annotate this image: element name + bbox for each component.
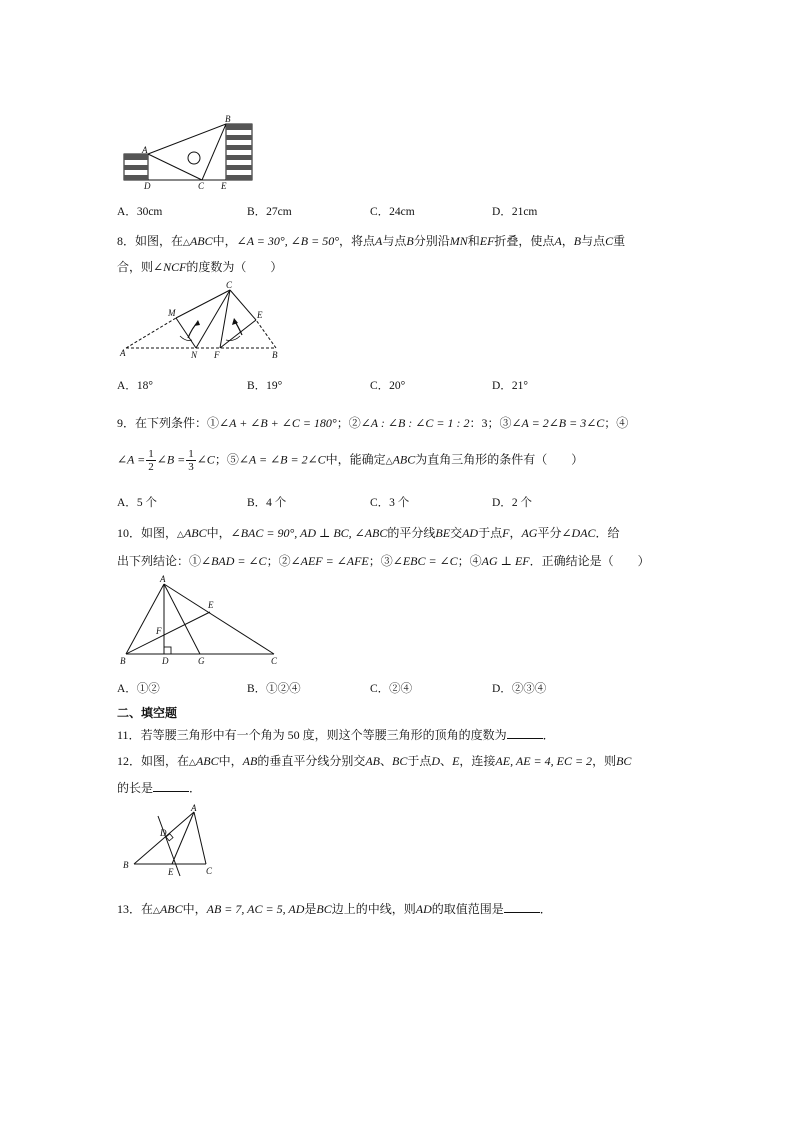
q12-tri-text: △ bbox=[189, 757, 196, 767]
q9-options-1-letter-text: B． bbox=[247, 497, 267, 509]
q8-line2-a-text: 合，则 bbox=[117, 260, 154, 274]
q12-D-text: D bbox=[431, 754, 441, 768]
q10-tri-text: △ bbox=[177, 529, 184, 539]
q10-option-c[interactable] bbox=[370, 680, 412, 696]
q10-options-1-letter-text: B． bbox=[247, 683, 267, 695]
q12-BC2-text: BC bbox=[616, 754, 632, 768]
q11-answer-blank[interactable] bbox=[507, 728, 543, 739]
q7-option-c[interactable] bbox=[370, 203, 415, 219]
q7-label-C: C bbox=[198, 181, 205, 191]
q10-options-0-letter-text: A． bbox=[117, 683, 137, 695]
q8-options-2-text-text: 20° bbox=[389, 380, 406, 392]
q9-c1-text: ∠A + ∠B + ∠C = 180° bbox=[219, 416, 337, 430]
q9-option-d[interactable] bbox=[492, 494, 532, 510]
fraction-one-half: $\frac{1}{2}$ bbox=[148, 448, 154, 473]
q7-label-B: B bbox=[225, 114, 231, 124]
q9-option-b[interactable] bbox=[247, 494, 286, 510]
q12-line1-c-text: 的垂直平分线分别交 bbox=[257, 754, 366, 768]
q8-options-1-text-text: 19° bbox=[266, 380, 283, 392]
q8-EF-text: EF bbox=[479, 234, 495, 248]
q7-options-0-text-text: 30cm bbox=[136, 206, 163, 218]
q11-text-text: 若等腰三角形中有一个角为 50 度，则这个等腰三角形的顶角的度数为 bbox=[140, 728, 507, 742]
q13-AD-text: AD bbox=[415, 902, 432, 916]
q8-chong-text: 重 bbox=[613, 234, 626, 248]
q10-s1-text: ；② bbox=[266, 554, 291, 568]
q9-options-0-letter-text: A． bbox=[117, 497, 137, 509]
q10-s2-text: ；③ bbox=[368, 554, 393, 568]
q10-label-D: D bbox=[162, 656, 169, 666]
q10-line2-b-text: ．正确结论是（ ） bbox=[529, 554, 650, 568]
q8-options-0-letter-text: A． bbox=[117, 380, 137, 392]
q8-pC-text: C bbox=[605, 234, 614, 248]
q10-r3-text: ∠EBC = ∠C bbox=[392, 554, 458, 568]
q10-F-text: F bbox=[502, 526, 510, 540]
q8-pA-text: A bbox=[375, 234, 383, 248]
q10-options-3-letter-text: D． bbox=[492, 683, 512, 695]
q12-line2-a-text: 的长是 bbox=[117, 781, 154, 795]
q8-angleNCF-text: ∠NCF bbox=[153, 260, 187, 274]
q8-label-B: B bbox=[272, 350, 278, 360]
q13-line-e-text: 的取值范围是 bbox=[431, 902, 504, 916]
q7-label-E: E bbox=[221, 181, 227, 191]
q10-zhong-text: 中， bbox=[206, 526, 231, 540]
q7-options-2-text-text: 24cm bbox=[389, 206, 415, 218]
q13-line-d-text: 边上的中线，则 bbox=[331, 902, 416, 916]
q9-c4-c-text: ∠C bbox=[196, 452, 215, 467]
q11-number-text: 11． bbox=[117, 728, 141, 742]
q9-c4-b-text: ∠B = bbox=[156, 452, 186, 467]
q10-line1-b-text: 的平分线 bbox=[387, 526, 436, 540]
q10-r2-text: ∠AEF = ∠AFE bbox=[290, 554, 369, 568]
q9-option-a[interactable] bbox=[117, 494, 157, 510]
q12-dun-text: 、 bbox=[380, 754, 393, 768]
q7-option-a[interactable] bbox=[117, 203, 162, 219]
q13-line-a-text: 在 bbox=[141, 902, 154, 916]
q9-options-1-text-text: 4 个 bbox=[266, 497, 287, 509]
q8-MN-text: MN bbox=[449, 234, 468, 248]
q12-number-text: 12． bbox=[117, 754, 142, 768]
q10-pingfen-text: 平分 bbox=[537, 526, 562, 540]
q7-options-1-letter-text: B． bbox=[247, 206, 267, 218]
q9-abc-text: ABC bbox=[392, 452, 416, 467]
q7-circle bbox=[188, 152, 200, 164]
q8-zhong-text: 中， bbox=[212, 234, 237, 248]
q8-angleA-text: ∠A = 30°, ∠B = 50° bbox=[236, 234, 339, 248]
q8-stem-line1 bbox=[117, 232, 625, 249]
q12-label-D: D bbox=[160, 828, 167, 838]
q8-yu-text: 与点 bbox=[382, 234, 407, 248]
q8-options-1-letter-text: B． bbox=[247, 380, 267, 392]
q8-option-a[interactable] bbox=[117, 377, 153, 393]
q10-line1-d-text: ．给 bbox=[595, 526, 620, 540]
q12-line1-e-text: ，连接 bbox=[459, 754, 496, 768]
q12-label-B: B bbox=[123, 860, 129, 870]
q10-options-3-text-text: ②③④ bbox=[511, 683, 547, 695]
q9-line2-b-text: 中，能确定 bbox=[325, 452, 386, 467]
q8-label-E: E bbox=[257, 310, 263, 320]
q12-label-A: A bbox=[191, 804, 197, 813]
q7-left-blocks bbox=[124, 154, 148, 180]
q8-pB-text: B bbox=[406, 234, 414, 248]
q12-BC-text: BC bbox=[392, 754, 408, 768]
q7-option-d[interactable] bbox=[492, 203, 537, 219]
q7-options-3-text-text: 21cm bbox=[511, 206, 538, 218]
q10-comma-text: ， bbox=[509, 526, 522, 540]
q8-label-A: A bbox=[120, 348, 126, 358]
q9-stem-line1 bbox=[117, 414, 628, 431]
q8-label-F: F bbox=[214, 350, 220, 360]
q7-right-blocks bbox=[226, 124, 252, 180]
q8-label-M: M bbox=[168, 308, 176, 318]
q9-line2-c-text: 为直角三角形的条件有（ ） bbox=[415, 452, 584, 467]
q8-comma-text: ， bbox=[561, 234, 574, 248]
q13-stem bbox=[117, 900, 552, 917]
q13-line-b-text: 中， bbox=[182, 902, 207, 916]
q8-abc-text: ABC bbox=[189, 234, 213, 248]
q7-figure bbox=[118, 112, 258, 194]
q10-r4-text: AG ⊥ EF bbox=[481, 554, 530, 568]
q10-option-a[interactable] bbox=[117, 680, 160, 696]
q8-stem-line2 bbox=[117, 258, 282, 275]
q7-options-2-letter-text: C． bbox=[370, 206, 390, 218]
q12-figure bbox=[118, 804, 228, 880]
q8-label-N: N bbox=[191, 350, 198, 360]
q12-E-text: E bbox=[452, 754, 460, 768]
q10-stem-line2 bbox=[117, 552, 650, 569]
q10-label-G: G bbox=[198, 656, 205, 666]
q13-line-c-text: 是 bbox=[304, 902, 317, 916]
q9-c5-text: ∠A = ∠B = 2∠C bbox=[238, 452, 326, 467]
q12-dun2-text: 、 bbox=[440, 754, 453, 768]
q10-s3-text: ；④ bbox=[457, 554, 482, 568]
q10-label-F: F bbox=[156, 626, 162, 636]
q10-line1-c-text: 于点 bbox=[478, 526, 503, 540]
q9-c2-text: ∠A : ∠B : ∠C = 1 : 2 bbox=[360, 416, 470, 430]
q9-number-text: 9． bbox=[117, 416, 136, 430]
q12-cond-text: AE, AE = 4, EC = 2 bbox=[495, 754, 593, 768]
q7-options-0-letter-text: A． bbox=[117, 206, 137, 218]
q8-pA2-text: A bbox=[554, 234, 562, 248]
q8-option-b[interactable] bbox=[247, 377, 282, 393]
q12-AB-text: AB bbox=[242, 754, 258, 768]
q12-line1-d-text: 于点 bbox=[407, 754, 432, 768]
q12-stem-line2 bbox=[117, 779, 201, 796]
fraction-one-third: $\frac{1}{3}$ bbox=[188, 448, 194, 473]
q9-s1-text: ；② bbox=[336, 416, 361, 430]
q7-label-A: A bbox=[142, 145, 148, 155]
q12-label-E: E bbox=[168, 867, 174, 877]
q12-line1-a-text: 如图，在 bbox=[141, 754, 190, 768]
q12-abc-text: ABC bbox=[195, 754, 219, 768]
q8-line2-b-text: 的度数为（ ） bbox=[186, 260, 283, 274]
q9-s3-text: ；④ bbox=[604, 416, 629, 430]
q8-option-c[interactable] bbox=[370, 377, 405, 393]
q10-label-C: C bbox=[271, 656, 278, 666]
q8-option-d[interactable] bbox=[492, 377, 528, 393]
q9-options-2-letter-text: C． bbox=[370, 497, 390, 509]
q9-c4-a-text: ∠A = bbox=[117, 452, 146, 467]
q10-label-A: A bbox=[160, 574, 166, 584]
q9-stem-line2 bbox=[117, 448, 583, 473]
q10-abc-text: ABC bbox=[183, 526, 207, 540]
q12-line1-b-text: 中， bbox=[218, 754, 243, 768]
q12-end-text: ． bbox=[189, 781, 202, 795]
q10-option-b[interactable] bbox=[247, 680, 301, 696]
q8-line1-c-text: 分别沿 bbox=[413, 234, 450, 248]
q11-end-text: ． bbox=[542, 728, 555, 742]
section-title-fill-in: 二、填空题 bbox=[117, 706, 178, 720]
q10-options-2-text-text: ②④ bbox=[389, 683, 413, 695]
q10-r1-text: ∠BAD = ∠C bbox=[201, 554, 267, 568]
q8-figure bbox=[118, 280, 288, 362]
q10-options-1-text-text: ①②④ bbox=[266, 683, 301, 695]
q12-answer-blank[interactable] bbox=[153, 781, 189, 792]
q8-yu2-text: 与点 bbox=[581, 234, 606, 248]
q10-options-2-letter-text: C． bbox=[370, 683, 390, 695]
q11-stem bbox=[117, 726, 555, 743]
q10-options-0-text-text: ①② bbox=[136, 683, 160, 695]
q10-label-E: E bbox=[208, 600, 214, 610]
q13-BC-text: BC bbox=[316, 902, 332, 916]
q10-label-B: B bbox=[120, 656, 126, 666]
q8-line1-b-text: ，将点 bbox=[339, 234, 376, 248]
q10-line2-a-text: 出下列结论：① bbox=[117, 554, 202, 568]
q8-line1-d-text: 折叠，使点 bbox=[494, 234, 555, 248]
q8-number-text: 8． bbox=[117, 234, 136, 248]
q12-line1-f-text: ，则 bbox=[592, 754, 617, 768]
q10-figure bbox=[118, 574, 286, 672]
q8-options-0-text-text: 18° bbox=[136, 380, 153, 392]
q9-option-c[interactable] bbox=[370, 494, 409, 510]
q7-options-3-letter-text: D． bbox=[492, 206, 512, 218]
q9-line1-a-text: 在下列条件：① bbox=[135, 416, 220, 430]
q12-label-C: C bbox=[206, 866, 213, 876]
q10-number-text: 10． bbox=[117, 526, 142, 540]
q10-BE-text: BE bbox=[435, 526, 451, 540]
q10-AG-text: AG bbox=[521, 526, 538, 540]
q12-stem-line1 bbox=[117, 752, 631, 769]
q10-jiao-text: 交 bbox=[450, 526, 463, 540]
q8-options-3-text-text: 21° bbox=[511, 380, 528, 392]
q10-stem-line1 bbox=[117, 524, 620, 541]
q9-tri-text: △ bbox=[385, 455, 393, 466]
q13-number-text: 13． bbox=[117, 902, 142, 916]
q8-line1-a-text: 如图，在 bbox=[135, 234, 184, 248]
q13-tri-text: △ bbox=[153, 905, 160, 915]
q8-label-C: C bbox=[226, 280, 233, 290]
q9-s4-text: ；⑤ bbox=[214, 452, 239, 467]
q13-answer-blank[interactable] bbox=[504, 902, 540, 913]
q9-options-3-text-text: 2 个 bbox=[511, 497, 532, 509]
q7-label-D: D bbox=[144, 181, 151, 191]
q13-abc-text: ABC bbox=[159, 902, 183, 916]
q8-options-2-letter-text: C． bbox=[370, 380, 390, 392]
q7-option-b[interactable] bbox=[247, 203, 292, 219]
q13-end-text: ． bbox=[539, 902, 552, 916]
q8-tri-text: △ bbox=[183, 237, 190, 247]
q9-options-0-text-text: 5 个 bbox=[136, 497, 157, 509]
q9-s2-text: ：3；③ bbox=[469, 416, 512, 430]
q10-angleDAC-text: ∠DAC bbox=[561, 526, 596, 540]
q8-he-text: 和 bbox=[467, 234, 480, 248]
q10-line1-a-text: 如图， bbox=[141, 526, 178, 540]
q10-AD-text: AD bbox=[462, 526, 479, 540]
q8-pB2-text: B bbox=[573, 234, 582, 248]
q10-cond-text: ∠BAC = 90°, AD ⊥ BC, ∠ABC bbox=[230, 526, 388, 540]
q8-options-3-letter-text: D． bbox=[492, 380, 512, 392]
q9-options-2-text-text: 3 个 bbox=[389, 497, 410, 509]
q12-AB2-text: AB bbox=[365, 754, 380, 768]
q9-c3-text: ∠A = 2∠B = 3∠C bbox=[511, 416, 605, 430]
q13-cond-text: AB = 7, AC = 5, AD bbox=[206, 902, 305, 916]
q7-options-1-text-text: 27cm bbox=[266, 206, 292, 218]
q9-options-3-letter-text: D． bbox=[492, 497, 512, 509]
q10-option-d[interactable] bbox=[492, 680, 546, 696]
